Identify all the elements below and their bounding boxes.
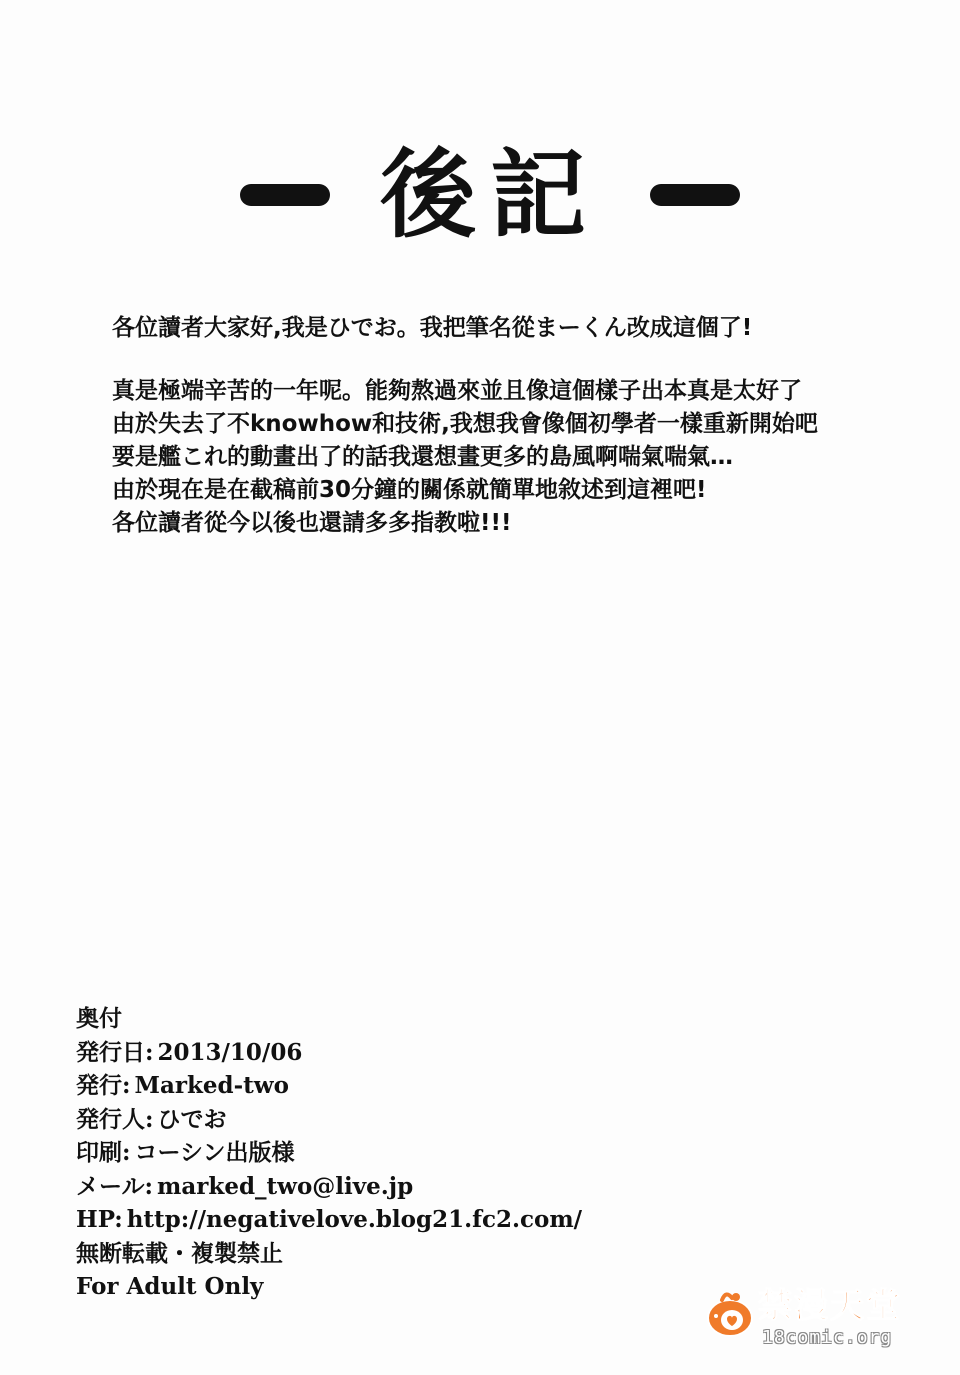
colophon-row-printer (76, 1136, 676, 1170)
publish-date: 2013/10/06 (157, 1038, 303, 1066)
body-line-3: 要是艦これ的動畫出了的話我還想畫更多的島風啊喘氣喘氣… (112, 444, 733, 470)
body-line-1: 真是極端辛苦的一年呢。能夠熬過來並且像這個樣子出本真是太好了 (112, 378, 802, 404)
colophon-label: HP: (76, 1206, 123, 1233)
colophon-label: 発行人: (76, 1105, 154, 1133)
email-address: marked_two@live.jp (157, 1172, 414, 1200)
title-dash-right (650, 184, 740, 206)
colophon (76, 1002, 676, 1304)
colophon-heading: 奥付 (76, 1005, 122, 1032)
copyright-notice: 無断転載・複製禁止 (76, 1239, 283, 1267)
printer-name: コーシン出版様 (134, 1139, 295, 1166)
colophon-row-date (76, 1036, 676, 1070)
body-greeting: 各位讀者大家好,我是ひでお。我把筆名從まーくん改成這個了! (112, 315, 753, 341)
colophon-label: 印刷: (76, 1139, 131, 1166)
body-line-2: 由於失去了不knowhow和技術,我想我會像個初學者一樣重新開始吧 (112, 411, 818, 437)
homepage-url: http://negativelove.blog21.fc2.com/ (126, 1206, 583, 1233)
afterword-title-row (240, 140, 740, 250)
watermark-url: 18comic.org (762, 1327, 893, 1348)
colophon-row-publisher (76, 1069, 676, 1103)
colophon-row-hp (76, 1203, 676, 1237)
mascot-icon (702, 1286, 756, 1340)
publisher-name: Marked-two (134, 1072, 289, 1099)
afterword-title: 後記 (380, 139, 600, 251)
colophon-row-author (76, 1103, 676, 1137)
body-line-5: 各位讀者從今以後也還請多多指教啦!!! (112, 510, 512, 536)
body-line-4: 由於現在是在截稿前30分鐘的關係就簡單地敘述到這裡吧! (112, 477, 707, 503)
colophon-row-email (76, 1170, 676, 1204)
colophon-label: 発行: (76, 1072, 131, 1099)
watermark-title: 禁漫天堂 (758, 1286, 902, 1326)
author-name: ひでお (157, 1105, 227, 1133)
adult-only-notice: For Adult Only (76, 1273, 264, 1300)
title-dash-left (240, 184, 330, 206)
afterword-body (112, 312, 872, 540)
colophon-label: メール: (76, 1172, 154, 1200)
colophon-label: 発行日: (76, 1038, 154, 1066)
site-watermark (702, 1280, 922, 1360)
